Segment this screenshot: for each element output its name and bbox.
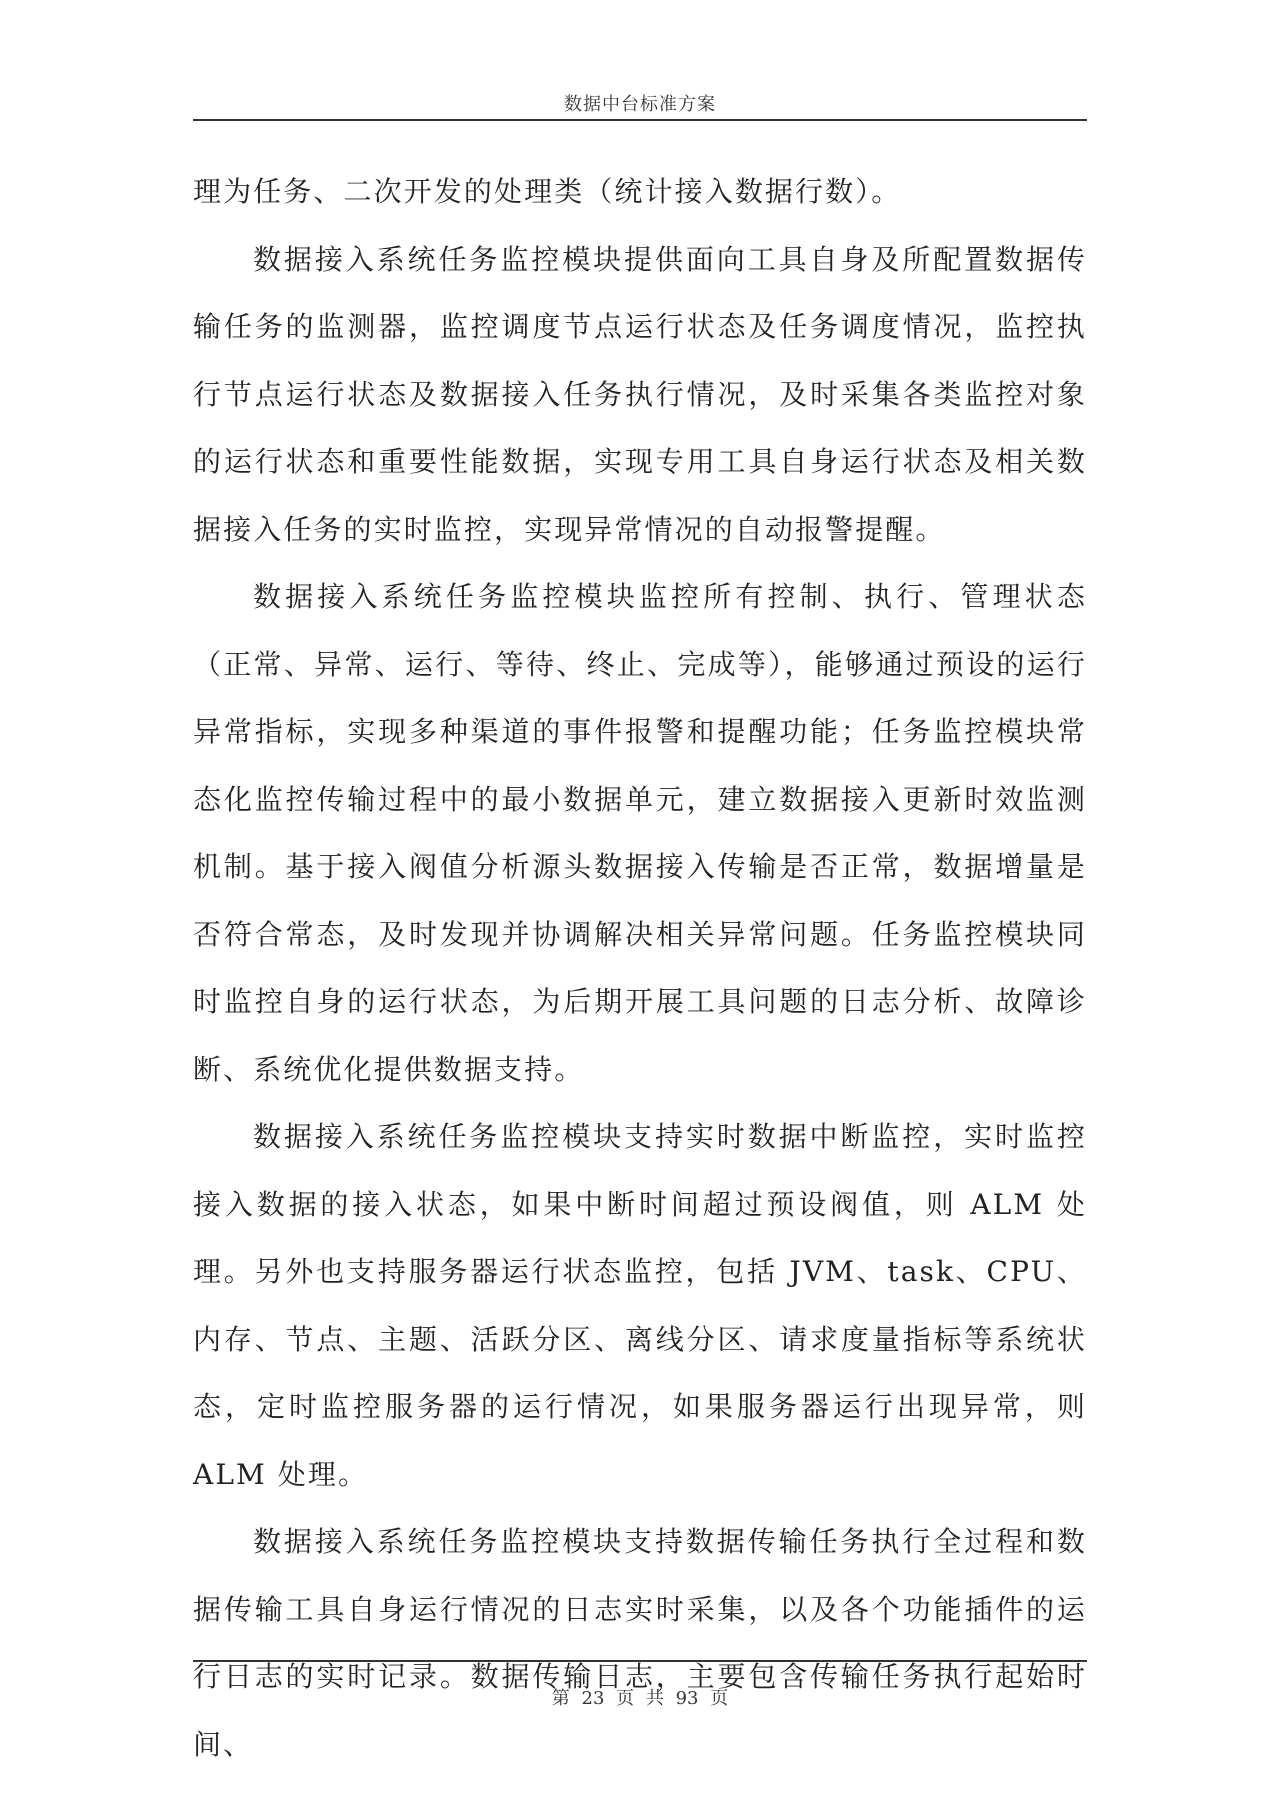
header-divider (193, 119, 1087, 121)
page-number: 第 23 页 共 93 页 (551, 1688, 729, 1709)
paragraph: 数据接入系统任务监控模块监控所有控制、执行、管理状态（正常、异常、运行、等待、终止、完成等），能够通过预设的运行异常指标，实现多种渠道的事件报警和提醒功能；任务监控模块常态化监控传输过程中的最小数据单元，建立数据接入更新时效监测机制。基于接入阀值分析源头数据接入传输是否正常，数据增量是否符合常态，及时发现并协调解决相关异常问题。任务监控模块同时监控自身的运行状态，为后期开展工具问题的日志分析、故障诊断、系统优化提供数据支持。 (193, 580, 1087, 1086)
body-text (193, 158, 1087, 1778)
paragraph: 数据接入系统任务监控模块支持数据传输任务执行全过程和数据传输工具自身运行情况的日志实时采集，以及各个功能插件的运行日志的实时记录。数据传输日志，主要包含传输任务执行起始时间、 (193, 1525, 1087, 1761)
footer-divider (193, 1660, 1087, 1662)
paragraph-continued: 理为任务、二次开发的处理类（统计接入数据行数）。 (193, 175, 902, 208)
paragraph: 数据接入系统任务监控模块支持实时数据中断监控，实时监控接入数据的接入状态，如果中断时间超过预设阀值，则 ALM 处理。另外也支持服务器运行状态监控，包括 JVM、task、CPU、内存、节点、主题、活跃分区、离线分区、请求度量指标等系统状态，定时监控服务器的运行情况，如果服务器运行出现异常，则 ALM 处理。 (193, 1120, 1087, 1491)
page-header-title: 数据中台标准方案 (564, 94, 716, 115)
paragraph: 数据接入系统任务监控模块提供面向工具自身及所配置数据传输任务的监测器，监控调度节点运行状态及任务调度情况，监控执行节点运行状态及数据接入任务执行情况，及时采集各类监控对象的运行状态和重要性能数据，实现专用工具自身运行状态及相关数据接入任务的实时监控，实现异常情况的自动报警提醒。 (193, 242, 1087, 546)
